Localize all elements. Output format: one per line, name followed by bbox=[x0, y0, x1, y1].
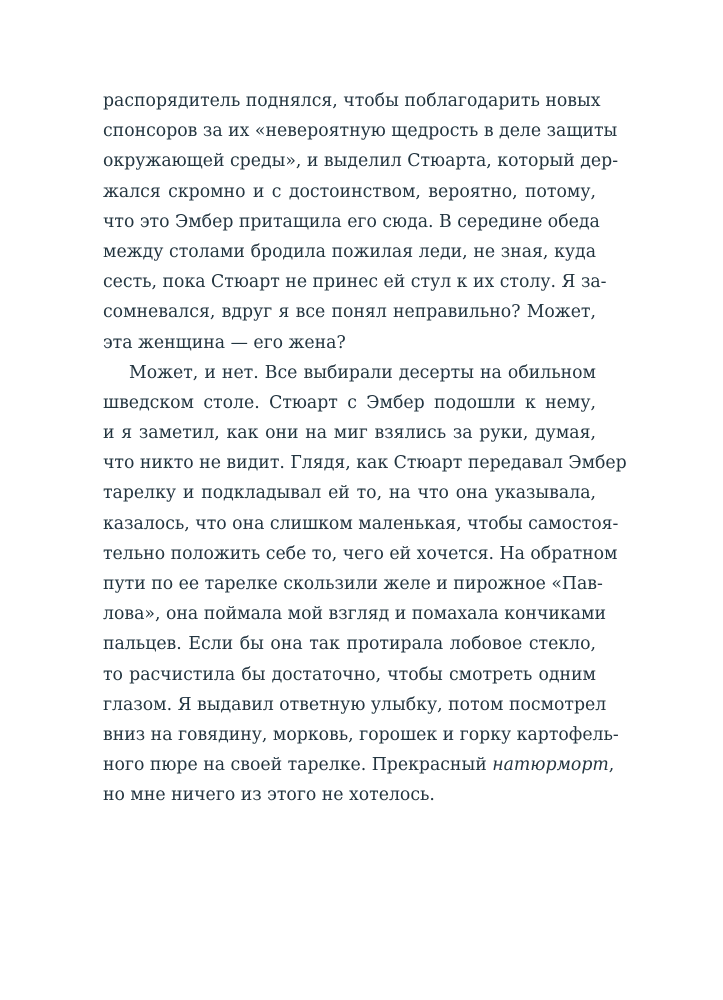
text-line: между столами бродила пожилая леди, не зная, куда bbox=[103, 241, 596, 262]
text-line: глазом. Я выдавил ответную улыбку, потом посмотрел bbox=[103, 694, 607, 715]
text-segment: ного пюре на своей тарелке. Прекрасный bbox=[103, 755, 487, 776]
text-line: окружающей среды», и выделил Стюарта, который дер- bbox=[103, 151, 619, 172]
text-line: сесть, пока Стюарт не принес ей стул к их столу. Я за- bbox=[103, 272, 607, 293]
text-line: то расчистила бы достаточно, чтобы смотреть одним bbox=[103, 664, 596, 685]
text-segment: , bbox=[608, 755, 615, 776]
text-line: Может, и нет. Все выбирали десерты на обильном bbox=[129, 362, 596, 383]
text-line: пальцев. Если бы она так протирала лобовое стекло, bbox=[103, 634, 596, 655]
body-text bbox=[103, 86, 627, 811]
text-line: пути по ее тарелке скользили желе и пирожное «Пав- bbox=[103, 574, 603, 594]
text-line: тельно положить себе то, чего ей хочется. На обратном bbox=[103, 543, 618, 564]
text-line: и я заметил, как они на миг взялись за руки, думая, bbox=[103, 423, 596, 444]
emphasized-word: натюрморт bbox=[492, 755, 609, 776]
paragraph-1 bbox=[103, 86, 619, 358]
text-line: тарелку и подкладывал ей то, на что она указывала, bbox=[103, 483, 596, 504]
text-line: что это Эмбер притащила его сюда. В середине обеда bbox=[103, 211, 600, 232]
text-line: шведском столе. Стюарт с Эмбер подошли к нему, bbox=[103, 392, 596, 413]
text-line: лова», она поймала мой взгляд и помахала кончиками bbox=[103, 604, 606, 625]
text-line: сомневался, вдруг я все понял неправильно? Может, bbox=[103, 302, 596, 323]
text-line: жался скромно и с достоинством, вероятно, потому, bbox=[103, 181, 596, 202]
text-line: казалось, что она слишком маленькая, чтобы самостоя- bbox=[103, 513, 619, 534]
text-line: но мне ничего из этого не хотелось. bbox=[103, 785, 435, 806]
text-line: что никто не видит. Глядя, как Стюарт передавал Эмбер bbox=[103, 453, 627, 474]
paragraph-2 bbox=[103, 358, 627, 811]
text-line: распорядитель поднялся, чтобы поблагодарить новых bbox=[103, 91, 601, 111]
text-line: спонсоров за их «невероятную щедрость в деле защиты bbox=[103, 121, 618, 142]
text-line: эта женщина — его жена? bbox=[103, 332, 346, 353]
text-line-with-emphasis bbox=[103, 750, 615, 780]
text-line: вниз на говядину, морковь, горошек и горку картофель- bbox=[103, 724, 619, 745]
